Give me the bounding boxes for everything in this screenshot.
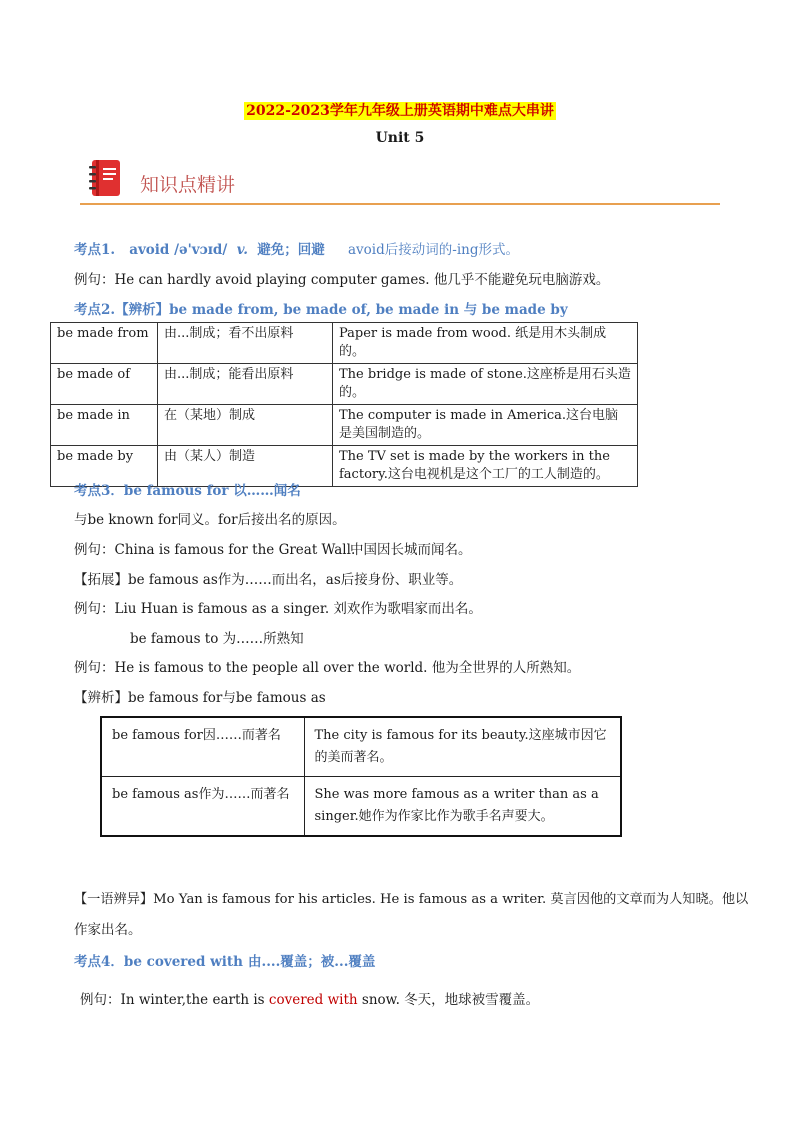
phrase-cell: be famous as作为……而著名 (101, 777, 304, 837)
kp3-distinction: 【辨析】be famous for与be famous as (74, 690, 326, 706)
kp1-pos: v. (236, 242, 248, 258)
example-cell: The bridge is made of stone.这座桥是用石头造的。 (333, 364, 638, 405)
kp1-note (348, 238, 519, 258)
meaning-cell: 由...制成；能看出原料 (158, 364, 333, 405)
famous-table (100, 716, 622, 837)
meaning-cell: 由（某人）制造 (158, 446, 333, 487)
kp1-label: 考点1. (74, 242, 116, 258)
unit-label: Unit 5 (375, 130, 425, 146)
kp4-example-prefix: 例句：In winter,the earth is (80, 992, 269, 1008)
phrase-cell: be made from (51, 323, 158, 364)
kp4-example (80, 988, 539, 1008)
phrase-cell: be made of (51, 364, 158, 405)
example-cell: The computer is made in America.这台电脑是美国制造的。 (333, 405, 638, 446)
kp3-line1: 与be known for同义。for后接出名的原因。 (74, 512, 346, 528)
document-title (0, 100, 800, 120)
section-heading: 知识点精讲 (140, 174, 236, 196)
kp3-summary-line2: 作家出名。 (74, 922, 142, 938)
kp3-summary-line1: 【一语辨异】Mo Yan is famous for his articles. He is famous as a writer. 莫言因他的文章而为人知晓。他以 (74, 892, 749, 907)
header-divider (80, 203, 720, 205)
table-row (101, 717, 621, 777)
kp1-meaning: 避免；回避 (257, 242, 325, 258)
kp2-heading: 考点2.【辨析】be made from, be made of, be made in 与 be made by (74, 302, 568, 318)
table-row (51, 364, 638, 405)
table-row (51, 323, 638, 364)
kp3-heading: 考点3．be famous for 以……闻名 (74, 483, 301, 499)
example-cell: She was more famous as a writer than as a singer.她作为作家比作为歌手名声要大。 (304, 777, 621, 837)
phrase-cell: be made by (51, 446, 158, 487)
example-cell: The city is famous for its beauty.这座城市因它的美而著名。 (304, 717, 621, 777)
kp3-famous-to: be famous to 为……所熟知 (130, 631, 304, 647)
kp3-example1: 例句：China is famous for the Great Wall. (74, 542, 356, 558)
example-cell: The TV set is made by the workers in the factory.这台电视机是这个工厂的工人制造的。 (333, 446, 638, 487)
kp4-heading: 考点4．be covered with (74, 954, 243, 970)
kp4-example-highlight: covered with (268, 992, 358, 1008)
document-title-text: 2022-2023学年九年级上册英语期中难点大串讲 (246, 103, 554, 119)
kp1-example: 例句：He can hardly avoid playing computer games. 他几乎不能避免玩电脑游戏。 (74, 272, 610, 288)
kp4-meaning: 由....覆盖；被...覆盖 (248, 954, 376, 970)
table-row (51, 405, 638, 446)
kp3-example2: 例句：Liu Huan is famous as a singer. 刘欢作为歌唱家而出名。 (74, 601, 482, 617)
kp3-example3: 例句：He is famous to the people all over the world. 他为全世界的人所熟知。 (74, 660, 581, 676)
kp4-example-suffix: snow. 冬天，地球被雪覆盖。 (357, 992, 540, 1008)
notebook-icon (88, 158, 122, 198)
made-table (50, 322, 638, 487)
meaning-cell: 在（某地）制成 (158, 405, 333, 446)
kp1-term: avoid /ə'vɔɪd/ (129, 242, 228, 258)
kp1-note-text: avoid后接动词的-ing形式。 (348, 242, 519, 258)
table-row (101, 777, 621, 837)
meaning-cell: 由...制成；看不出原料 (158, 323, 333, 364)
kp3-example1-translation: 中国因长城而闻名。 (350, 542, 472, 558)
example-cell: Paper is made from wood. 纸是用木头制成的。 (333, 323, 638, 364)
kp3-extension: 【拓展】be famous as作为……而出名，as后接身份、职业等。 (74, 572, 463, 588)
phrase-cell: be made in (51, 405, 158, 446)
kp1-heading (74, 238, 325, 258)
phrase-cell: be famous for因……而著名 (101, 717, 304, 777)
